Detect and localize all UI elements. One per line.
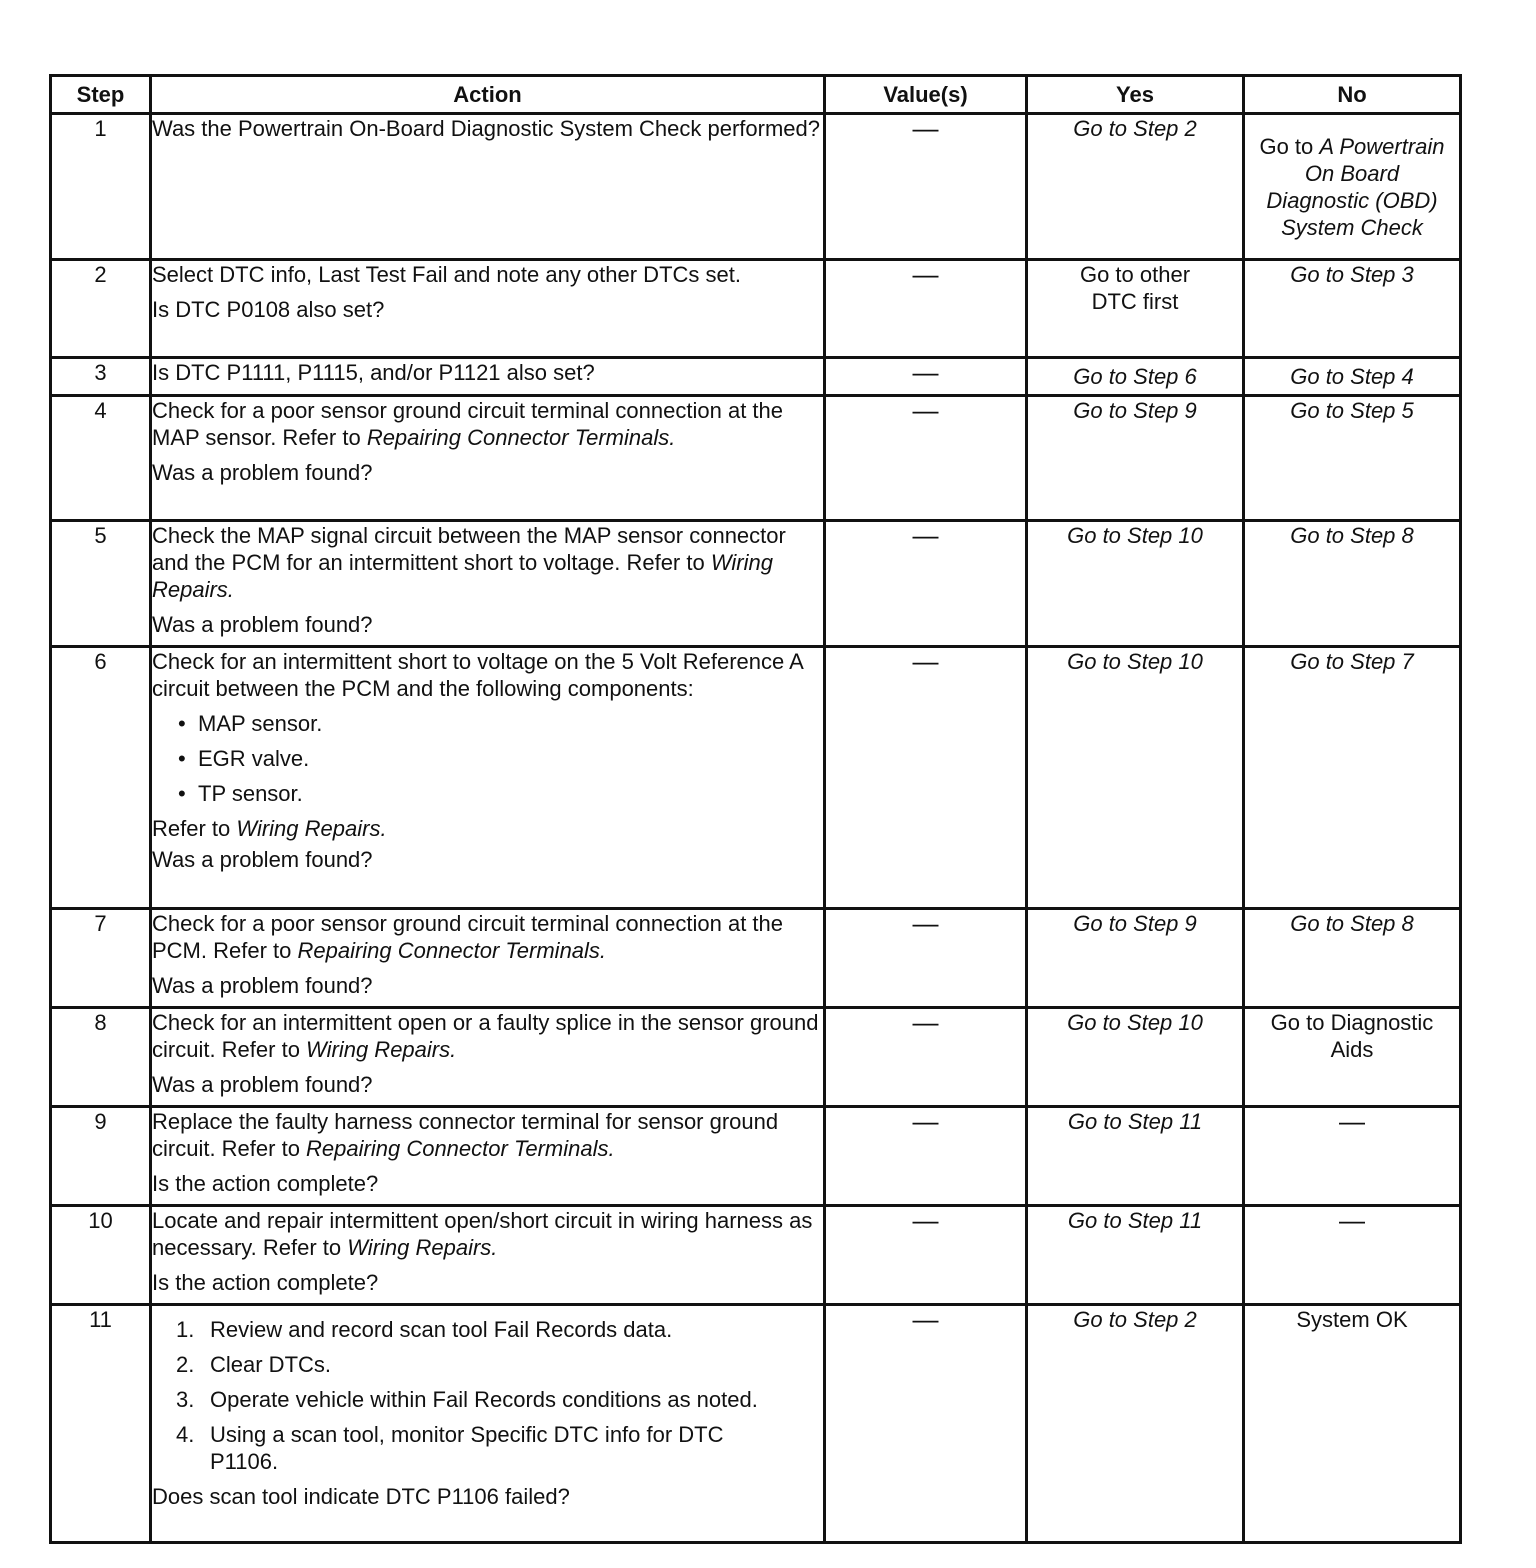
action-question: Is DTC P0108 also set? xyxy=(152,297,385,322)
action-text-main: Refer to xyxy=(152,816,237,841)
step-number: 4 xyxy=(51,396,151,521)
value-cell: — xyxy=(825,647,1027,909)
step-number: 3 xyxy=(51,358,151,396)
action-cell xyxy=(151,358,825,396)
list-number: 4. xyxy=(176,1422,195,1447)
no-cell: Go to Step 8 xyxy=(1244,521,1461,647)
value-cell: — xyxy=(825,260,1027,358)
table-row-step-1 xyxy=(51,114,1461,260)
procedure-list xyxy=(152,1316,823,1475)
action-cell xyxy=(151,1008,825,1107)
yes-cell: Go to Step 10 xyxy=(1027,647,1244,909)
action-text: Was the Powertrain On-Board Diagnostic System Check performed? xyxy=(152,116,821,141)
list-number: 2. xyxy=(176,1352,195,1377)
yes-cell: Go to Step 2 xyxy=(1027,1305,1244,1543)
action-reference: Repairing Connector Terminals. xyxy=(306,1136,615,1161)
step-number: 5 xyxy=(51,521,151,647)
action-text xyxy=(152,1207,823,1261)
action-text: Check for an intermittent short to voltage on the 5 Volt Reference A circuit between the PCM and the following components: xyxy=(152,649,803,701)
action-reference: Repairing Connector Terminals. xyxy=(297,938,607,963)
action-question: Is the action complete? xyxy=(152,1270,379,1295)
action-text xyxy=(152,910,823,964)
table-row-step-7 xyxy=(51,909,1461,1008)
action-reference: Repairing Connector Terminals. xyxy=(366,425,676,450)
header-no: No xyxy=(1244,76,1461,114)
list-item xyxy=(176,1421,823,1475)
no-reference: A Powertrain On Board Diagnostic (OBD) System Check xyxy=(1266,133,1445,240)
yes-cell: Go to Step 6 xyxy=(1027,358,1244,396)
action-cell xyxy=(151,1107,825,1206)
list-item xyxy=(176,1351,823,1378)
header-values: Value(s) xyxy=(825,76,1027,114)
no-cell: Go to Step 3 xyxy=(1244,260,1461,358)
list-item xyxy=(176,1316,823,1343)
action-cell xyxy=(151,396,825,521)
step-number: 11 xyxy=(51,1305,151,1543)
table-row-step-10 xyxy=(51,1206,1461,1305)
yes-cell: Go to other DTC first xyxy=(1027,260,1244,358)
action-text-main: Check for an intermittent open or a faulty splice in the sensor ground circuit. Refer to xyxy=(152,1010,819,1062)
list-item: • EGR valve. xyxy=(198,745,823,772)
action-question: Was a problem found? xyxy=(152,847,373,872)
list-item: • TP sensor. xyxy=(198,780,823,807)
no-cell: — xyxy=(1244,1107,1461,1206)
action-cell xyxy=(151,1206,825,1305)
no-cell: — xyxy=(1244,1206,1461,1305)
component-list xyxy=(152,710,823,807)
yes-cell: Go to Step 9 xyxy=(1027,396,1244,521)
action-question: Is the action complete? xyxy=(152,1171,379,1196)
value-cell: — xyxy=(825,1008,1027,1107)
step-number: 10 xyxy=(51,1206,151,1305)
table-row-step-9 xyxy=(51,1107,1461,1206)
value-cell: — xyxy=(825,358,1027,396)
no-cell: Go to Diagnostic Aids xyxy=(1244,1008,1461,1107)
value-cell: — xyxy=(825,1305,1027,1543)
action-question: Does scan tool indicate DTC P1106 failed? xyxy=(152,1484,570,1509)
action-reference: Wiring Repairs. xyxy=(306,1037,457,1062)
action-refer xyxy=(152,815,823,842)
value-cell: — xyxy=(825,909,1027,1008)
no-cell: System OK xyxy=(1244,1305,1461,1543)
value-cell: — xyxy=(825,1206,1027,1305)
action-cell xyxy=(151,260,825,358)
yes-cell: Go to Step 10 xyxy=(1027,521,1244,647)
action-reference: Wiring Repairs. xyxy=(236,816,387,841)
yes-cell: Go to Step 11 xyxy=(1027,1206,1244,1305)
list-number: 3. xyxy=(176,1387,195,1412)
action-text xyxy=(152,1009,823,1063)
list-text: Clear DTCs. xyxy=(210,1352,332,1377)
step-number: 2 xyxy=(51,260,151,358)
action-text: Select DTC info, Last Test Fail and note any other DTCs set. xyxy=(152,262,741,287)
table-row-step-4 xyxy=(51,396,1461,521)
yes-cell: Go to Step 2 xyxy=(1027,114,1244,260)
header-action: Action xyxy=(151,76,825,114)
yes-cell: Go to Step 10 xyxy=(1027,1008,1244,1107)
value-cell: — xyxy=(825,114,1027,260)
header-step: Step xyxy=(51,76,151,114)
diagnostic-table xyxy=(49,74,1462,1544)
action-question: Was a problem found? xyxy=(152,460,373,485)
action-question: Was a problem found? xyxy=(152,1072,373,1097)
action-reference: Wiring Repairs. xyxy=(347,1235,498,1260)
action-text-main: Replace the faulty harness connector terminal for sensor ground circuit. Refer to xyxy=(152,1109,779,1161)
action-cell xyxy=(151,1305,825,1543)
no-cell: Go to Step 5 xyxy=(1244,396,1461,521)
action-text-main: Check for a poor sensor ground circuit terminal connection at the MAP sensor. Refer to xyxy=(152,398,783,450)
no-cell: Go to Step 7 xyxy=(1244,647,1461,909)
yes-cell: Go to Step 11 xyxy=(1027,1107,1244,1206)
value-cell: — xyxy=(825,521,1027,647)
table-row-step-2 xyxy=(51,260,1461,358)
action-text xyxy=(152,522,823,603)
table-row-step-6 xyxy=(51,647,1461,909)
action-text-main: Check for a poor sensor ground circuit terminal connection at the PCM. Refer to xyxy=(152,911,783,963)
header-row xyxy=(51,76,1461,114)
table-row-step-3 xyxy=(51,358,1461,396)
header-yes: Yes xyxy=(1027,76,1244,114)
list-item: • MAP sensor. xyxy=(198,710,823,737)
action-text: Is DTC P1111, P1115, and/or P1121 also set? xyxy=(152,360,595,385)
step-number: 9 xyxy=(51,1107,151,1206)
step-number: 7 xyxy=(51,909,151,1008)
action-cell xyxy=(151,647,825,909)
list-text: Operate vehicle within Fail Records conditions as noted. xyxy=(210,1387,758,1412)
yes-cell: Go to Step 9 xyxy=(1027,909,1244,1008)
list-text: Using a scan tool, monitor Specific DTC info for DTC P1106. xyxy=(210,1422,724,1474)
table-row-step-11 xyxy=(51,1305,1461,1543)
step-number: 1 xyxy=(51,114,151,260)
step-number: 6 xyxy=(51,647,151,909)
list-number: 1. xyxy=(176,1317,195,1342)
table-row-step-8 xyxy=(51,1008,1461,1107)
no-prefix: Go to xyxy=(1259,133,1320,159)
value-cell: — xyxy=(825,1107,1027,1206)
action-cell xyxy=(151,114,825,260)
table-row-step-5 xyxy=(51,521,1461,647)
action-cell xyxy=(151,909,825,1008)
action-text-main: Check the MAP signal circuit between the MAP sensor connector and the PCM for an intermittent short to voltage. Refer to xyxy=(152,523,786,575)
list-item xyxy=(176,1386,823,1413)
action-text xyxy=(152,397,823,451)
action-text xyxy=(152,1108,823,1162)
step-number: 8 xyxy=(51,1008,151,1107)
action-question: Was a problem found? xyxy=(152,973,373,998)
no-cell xyxy=(1244,114,1461,260)
value-cell: — xyxy=(825,396,1027,521)
list-text: Review and record scan tool Fail Records data. xyxy=(210,1317,673,1342)
action-reference: Wiring Repairs. xyxy=(152,550,773,602)
no-cell: Go to Step 4 xyxy=(1244,358,1461,396)
action-text-main: Locate and repair intermittent open/short circuit in wiring harness as necessary. Refer to xyxy=(152,1208,813,1260)
no-cell: Go to Step 8 xyxy=(1244,909,1461,1008)
action-cell xyxy=(151,521,825,647)
action-question: Was a problem found? xyxy=(152,612,373,637)
